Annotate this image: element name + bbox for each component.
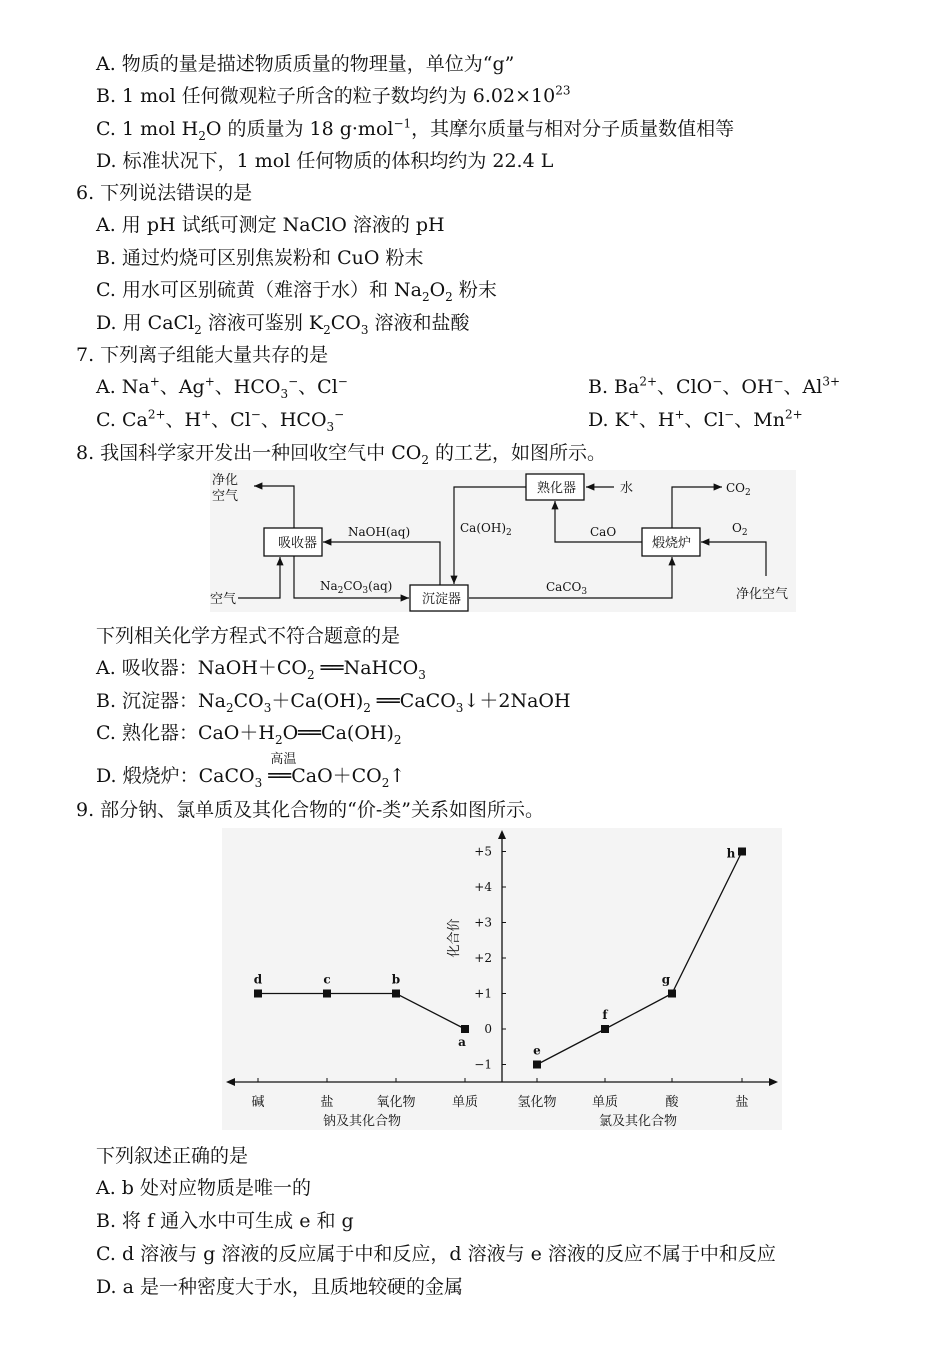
q9-stem: 9. 部分钠、氯单质及其化合物的“价-类”关系如图所示。 (76, 799, 545, 821)
data-point-c (323, 990, 331, 998)
y-tick-label: 0 (484, 1022, 492, 1036)
slaker-label: 熟化器 (537, 481, 577, 496)
group-label-sodium: 钠及其化合物 (322, 1114, 402, 1129)
caoh2-label: $Ca(OH)_2$ (460, 521, 512, 538)
x-tick-label: 单质 (591, 1095, 619, 1110)
o2-label: $O_2$ (732, 521, 748, 538)
y-tick-label: +4 (474, 880, 492, 894)
q6-stem: 6. 下列说法错误的是 (76, 182, 253, 204)
q8-option-a: A. 吸收器：$NaOH+CO_2$ ══NaHCO$_3$ (96, 657, 426, 682)
data-point-h (738, 848, 746, 856)
q5-option-d: D. 标准状况下，1 mol 任何物质的体积均约为 22.4 L (96, 150, 554, 172)
data-label-b: b (391, 972, 401, 987)
q9-option-a: A. b 处对应物质是唯一的 (96, 1177, 312, 1199)
q5-option-c: C. 1 mol $H_2O$ 的质量为 18 g·mol$^{-1}$，其摩尔质量与相对分子质量数值相等 (96, 116, 735, 143)
q5-option-b: B. 1 mol 任何微观粒子所含的粒子数均约为 $6.02\times 10^{23}$ (96, 83, 571, 107)
q8-sub-stem: 下列相关化学方程式不符合题意的是 (96, 625, 401, 647)
clean-air-out-line1: 净化 (212, 473, 239, 488)
data-label-c: c (323, 972, 331, 987)
x-tick-label: 酸 (665, 1095, 679, 1110)
y-tick-label: +2 (474, 951, 492, 965)
x-tick-label: 盐 (320, 1095, 334, 1110)
na2co3-label: $Na_2CO_3(aq)$ (320, 579, 393, 596)
data-point-g (668, 990, 676, 998)
y-tick-label: −1 (474, 1057, 492, 1072)
data-point-a (461, 1025, 469, 1033)
x-tick-label: 盐 (735, 1095, 749, 1110)
q8-stem: 8. 我国科学家开发出一种回收空气中 $CO_2$ 的工艺，如图所示。 (76, 442, 607, 467)
y-tick-label: +1 (474, 986, 492, 1001)
precipitator-label: 沉淀器 (422, 592, 462, 607)
high-temp-condition: 高温 (270, 752, 297, 767)
x-tick-label: 碱 (251, 1095, 265, 1110)
data-point-d (254, 990, 262, 998)
clean-air-in-label: 净化空气 (736, 587, 789, 602)
q7-stem: 7. 下列离子组能大量共存的是 (76, 344, 329, 366)
q6-option-b: B. 通过灼烧可区别焦炭粉和 CuO 粉末 (96, 247, 424, 269)
naoh-label: NaOH(aq) (348, 525, 411, 539)
data-label-a: a (458, 1035, 466, 1049)
data-point-f (601, 1025, 609, 1033)
q5-option-a: A. 物质的量是描述物质质量的物理量，单位为“g” (96, 53, 515, 75)
q9-sub-stem: 下列叙述正确的是 (96, 1145, 249, 1167)
co2-process-diagram (210, 470, 796, 612)
q9-option-b: B. 将 f 通入水中可生成 e 和 g (96, 1210, 354, 1232)
q6-option-c: C. 用水可区别硫黄（难溶于水）和 $Na_2O_2$ 粉末 (96, 279, 497, 304)
y-tick-label: +3 (474, 915, 492, 930)
data-label-h: h (726, 846, 736, 861)
q7-option-b: B. $Ba^{2+}$、ClO−、OH−、$Al^{3+}$ (588, 374, 841, 398)
x-tick-label: 氧化物 (376, 1095, 416, 1110)
cao-label: CaO (590, 525, 617, 539)
data-label-f: f (602, 1008, 608, 1022)
q8-option-d: D. 煅烧炉：CaCO$_3$ 高温 $══CaO+CO_2↑$ (96, 764, 405, 788)
valence-class-chart (222, 828, 782, 1130)
x-tick-label: 氢化物 (517, 1095, 557, 1110)
clean-air-out-line2: 空气 (212, 489, 239, 504)
data-label-e: e (533, 1043, 541, 1058)
q8-option-c: C. 熟化器：$CaO+H_2O══Ca(OH)_2$ (96, 722, 402, 747)
q9-option-c: C. d 溶液与 g 溶液的反应属于中和反应，d 溶液与 e 溶液的反应不属于中和反应 (96, 1243, 776, 1265)
q6-option-a: A. 用 pH 试纸可测定 NaClO 溶液的 pH (96, 214, 445, 236)
group-label-chlorine: 氯及其化合物 (598, 1114, 678, 1129)
caco3-label: CaCO$_3$ (546, 580, 588, 597)
q9-option-d: D. a 是一种密度大于水，且质地较硬的金属 (96, 1276, 464, 1298)
y-axis-label: 化合价 (447, 918, 462, 958)
co2-label: $CO_2$ (726, 481, 751, 498)
air-in-label: 空气 (210, 592, 237, 607)
q7-option-c: C. $Ca^{2+}$、H+、Cl−、$HCO_3^-$ (96, 407, 345, 434)
data-point-e (533, 1061, 541, 1069)
q7-option-a: A. Na+、Ag+、$HCO_3^-$、Cl− (96, 374, 348, 401)
x-tick-label: 单质 (451, 1095, 479, 1110)
water-label: 水 (620, 481, 634, 496)
absorber-label: 吸收器 (278, 536, 318, 551)
q6-option-d: D. 用 CaCl$_2$ 溶液可鉴别 $K_2CO_3$ 溶液和盐酸 (96, 312, 470, 337)
q7-option-d: D. K+、H+、Cl−、$Mn^{2+}$ (588, 407, 803, 431)
q8-option-b: B. 沉淀器：$Na_2CO_3+Ca(OH)_2$ ══CaCO$_3$↓＋2NaOH (96, 690, 571, 715)
data-label-d: d (253, 972, 263, 987)
data-point-b (392, 990, 400, 998)
data-label-g: g (661, 972, 671, 987)
y-tick-label: +5 (474, 844, 492, 859)
calciner-label: 煅烧炉 (652, 536, 692, 551)
